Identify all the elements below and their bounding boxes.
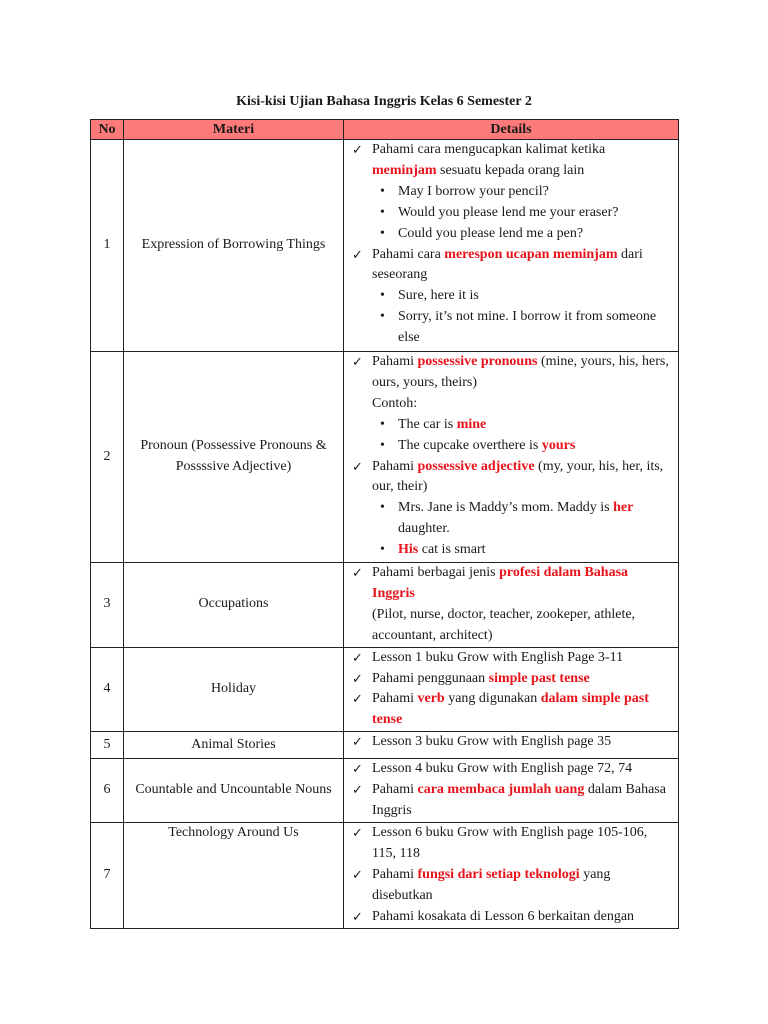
- row-details: [344, 647, 679, 732]
- check-item: ✓ Pahami cara membaca jumlah uang dalam Bahasa Inggris: [344, 780, 672, 822]
- checklist: [344, 732, 672, 753]
- bullet-item: • Sure, here it is: [372, 286, 672, 307]
- row-number: 3: [91, 563, 124, 648]
- check-item: ✓ Lesson 3 buku Grow with English page 35: [344, 732, 672, 753]
- check-item: ✓ Pahami verb yang digunakan dalam simple past tense: [344, 689, 672, 731]
- row-materi: Expression of Borrowing Things: [124, 140, 344, 352]
- row-number: 1: [91, 140, 124, 352]
- header-materi: Materi: [124, 120, 344, 140]
- table-row: [91, 759, 679, 823]
- row-number: 5: [91, 732, 124, 759]
- check-item: ✓ Lesson 1 buku Grow with English Page 3-11: [344, 648, 672, 669]
- checklist: [344, 823, 672, 928]
- header-no: No: [91, 120, 124, 140]
- checklist: [344, 140, 672, 349]
- row-materi: Countable and Uncountable Nouns: [124, 759, 344, 823]
- checklist: [344, 759, 672, 822]
- bullet-item: • Could you please lend me a pen?: [372, 224, 672, 245]
- bullet-item: • The car is mine: [372, 415, 672, 436]
- row-details: [344, 352, 679, 563]
- check-item: ✓ Pahami kosakata di Lesson 6 berkaitan dengan: [344, 907, 672, 928]
- row-number: 4: [91, 647, 124, 732]
- row-materi: Pronoun (Possessive Pronouns & Possssive Adjective): [124, 352, 344, 563]
- bullet-item: • Sorry, it’s not mine. I borrow it from someone else: [372, 307, 672, 349]
- document-title: Kisi-kisi Ujian Bahasa Inggris Kelas 6 Semester 2: [236, 94, 532, 109]
- row-number: 7: [91, 822, 124, 928]
- check-item: ✓ Pahami cara merespon ucapan meminjam dari seseorang • Sure, here it is • Sorry, it’s not mine. I borrow it from someone else: [344, 245, 672, 350]
- table-row: [91, 732, 679, 759]
- check-item: ✓ Pahami fungsi dari setiap teknologi yang disebutkan: [344, 865, 672, 907]
- row-details: [344, 732, 679, 759]
- table-row: [91, 822, 679, 928]
- checklist: [344, 648, 672, 732]
- check-item: ✓ Lesson 4 buku Grow with English page 72, 74: [344, 759, 672, 780]
- table-row: [91, 140, 679, 352]
- exam-grid-table: [90, 119, 679, 929]
- row-details: [344, 140, 679, 352]
- row-materi: Animal Stories: [124, 732, 344, 759]
- table-row: [91, 352, 679, 563]
- checklist: [344, 352, 672, 561]
- bullet-list: [372, 182, 672, 245]
- bullet-list: [372, 498, 672, 561]
- bullet-list: [372, 415, 672, 457]
- bullet-item: • The cupcake overthere is yours: [372, 436, 672, 457]
- row-materi: Technology Around Us: [124, 822, 344, 928]
- table-row: [91, 563, 679, 648]
- bullet-item: • Would you please lend me your eraser?: [372, 203, 672, 224]
- row-details: [344, 822, 679, 928]
- occupation-examples: (Pilot, nurse, doctor, teacher, zookeper, athlete, accountant, architect): [372, 606, 636, 643]
- row-details: [344, 563, 679, 648]
- row-number: 2: [91, 352, 124, 563]
- bullet-item: • His cat is smart: [372, 540, 672, 561]
- table-row: [91, 647, 679, 732]
- bullet-list: [372, 286, 672, 349]
- check-item: ✓ Lesson 6 buku Grow with English page 105-106, 115, 118: [344, 823, 672, 865]
- example-label: Contoh:: [372, 395, 418, 411]
- bullet-item: • May I borrow your pencil?: [372, 182, 672, 203]
- row-materi: Occupations: [124, 563, 344, 648]
- table-header-row: [91, 120, 679, 140]
- check-item: ✓ Pahami penggunaan simple past tense: [344, 669, 672, 690]
- row-materi: Holiday: [124, 647, 344, 732]
- checklist: [344, 563, 672, 647]
- row-number: 6: [91, 759, 124, 823]
- check-item: ✓ Pahami berbagai jenis profesi dalam Bahasa Inggris (Pilot, nurse, doctor, teacher, zookeper, athlete, accountant, architect): [344, 563, 672, 647]
- check-item: ✓ Pahami possessive adjective (my, your, his, her, its, our, their) • Mrs. Jane is Maddy’s mom. Maddy is her daughter. • His cat is smart: [344, 457, 672, 562]
- header-details: Details: [344, 120, 679, 140]
- row-details: [344, 759, 679, 823]
- check-item: ✓ Pahami cara mengucapkan kalimat ketika meminjam sesuatu kepada orang lain • May I borrow your pencil? • Would you please lend me your eraser? • Could you please lend me a pen?: [344, 140, 672, 245]
- check-item: ✓ Pahami possessive pronouns (mine, yours, his, hers, ours, yours, theirs) Contoh: • The car is mine • The cupcake overthere is yours: [344, 352, 672, 457]
- bullet-item: • Mrs. Jane is Maddy’s mom. Maddy is her daughter.: [372, 498, 672, 540]
